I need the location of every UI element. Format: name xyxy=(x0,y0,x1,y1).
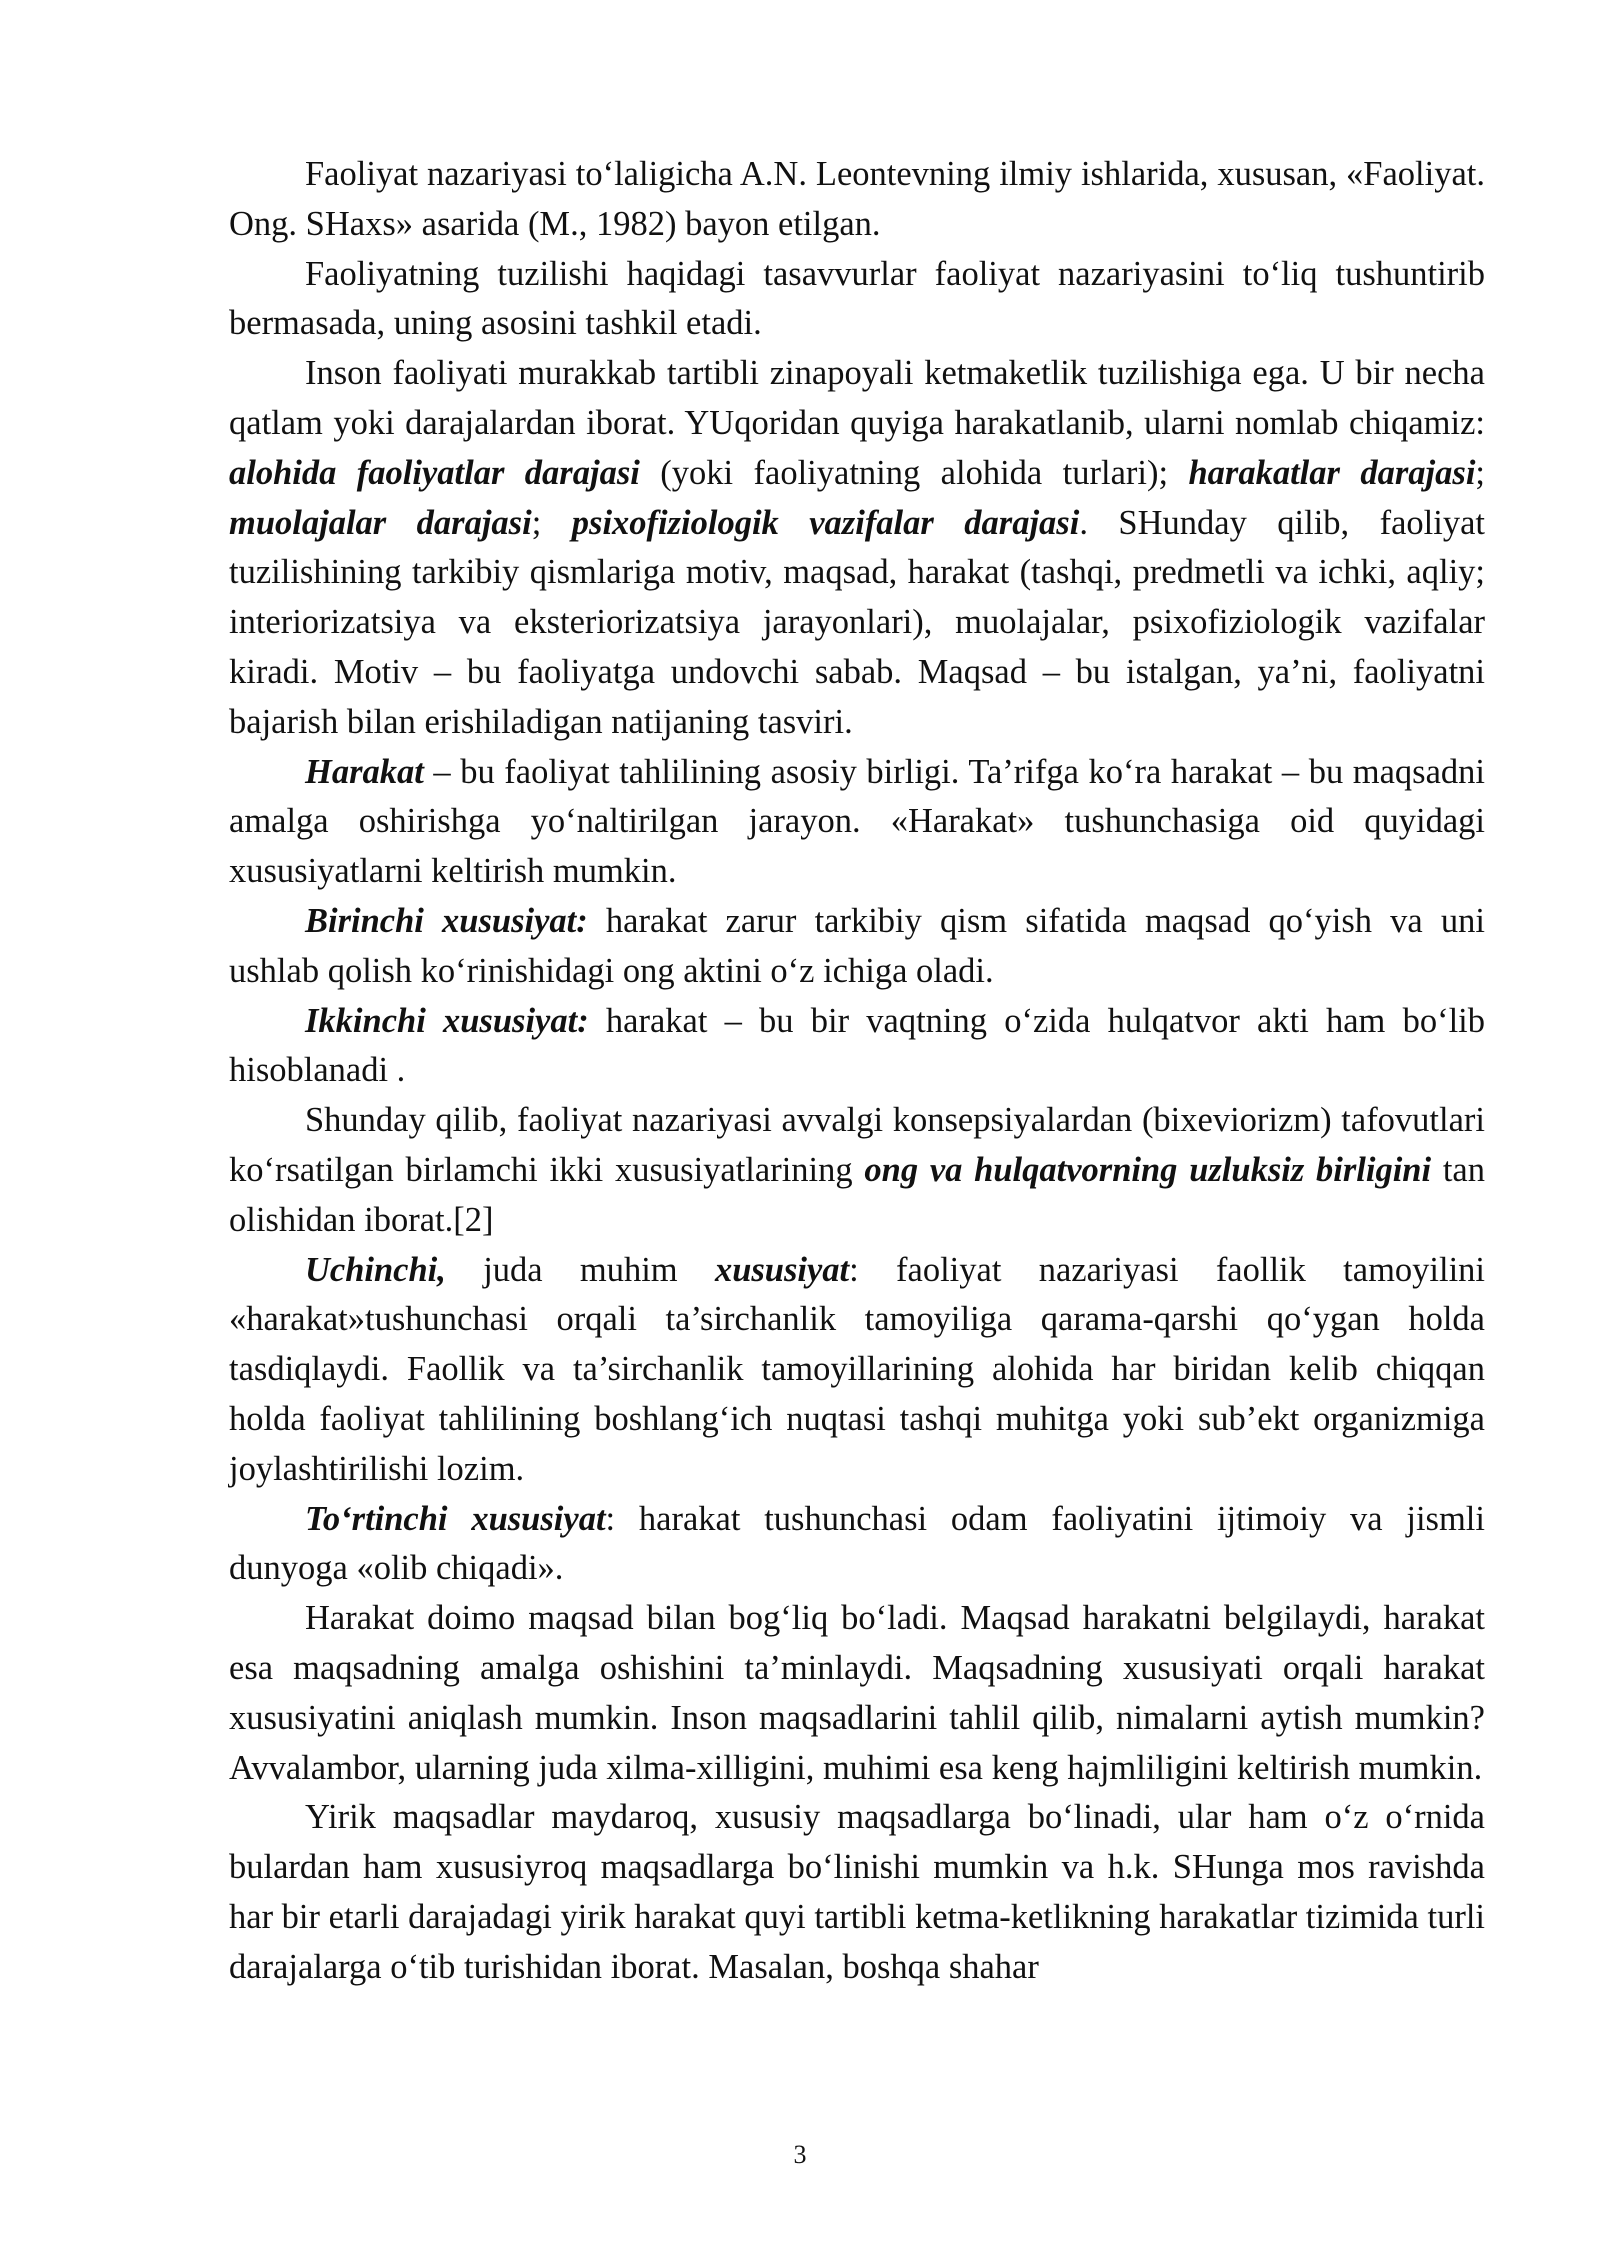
paragraph xyxy=(229,997,1485,1097)
text-run: Harakat doimo maqsad bilan bog‘liq bo‘ladi. Maqsad harakatni belgilaydi, harakat esa maqsadning amalga oshishini ta’minlaydi. Maqsadning xususiyati orqali harakat xususiyatini aniqlash mumkin. Inson maqsadlarini tahlil qilib, nimalarni aytish mumkin? Avvalambor, ularning juda xilma-xilligini, muhimi esa keng hajmliligini keltirish mumkin. xyxy=(229,1599,1485,1787)
text-run: Inson faoliyati murakkab tartibli zinapoyali ketmaketlik tuzilishiga ega. U bir necha qatlam yoki darajalardan iborat. YUqoridan quyiga harakatlanib, ularni nomlab chiqamiz: xyxy=(229,354,1485,442)
text-run: ; xyxy=(1475,453,1485,492)
text-run: harakat – bu bir vaqtning o‘zida hulqatvor akti ham bo‘lib hisoblanadi . xyxy=(229,1001,1485,1090)
text-run: juda muhim xyxy=(445,1250,715,1289)
text-run: (yoki faoliyatning alohida turlari); xyxy=(639,453,1189,492)
text-run: : faoliyat nazariyasi faollik tamoyilini «harakat»tushunchasi orqali ta’sirchanlik tamoyiliga qarama-qarshi qo‘ygan holda tasdiqlaydi. Faollik va ta’sirchanlik tamoyillarining alohida har biridan kelib chiqqan holda faoliyat tahlilining boshlang‘ich nuqtasi tashqi muhitga yoki sub’ekt organizmiga joylashtirilishi lozim. xyxy=(229,1250,1485,1488)
emphasized-term: Uchinchi, xyxy=(305,1250,446,1289)
paragraph xyxy=(229,250,1485,350)
paragraph xyxy=(229,1246,1485,1495)
paragraph xyxy=(229,349,1485,747)
emphasized-term: Harakat xyxy=(305,752,424,791)
text-run: tan olishidan iborat.[2] xyxy=(229,1150,1485,1239)
text-run: Yirik maqsadlar maydaroq, xususiy maqsadlarga bo‘linadi, ular ham o‘z o‘rnida bulardan ham xususiyroq maqsadlarga bo‘linishi mumkin va h.k. SHunga mos ravishda har bir etarli darajadagi yirik harakat quyi tartibli ketma-ketlikning harakatlar tizimida turli darajalarga o‘tib turishidan iborat. Masalan, boshqa shahar xyxy=(229,1798,1485,1986)
emphasized-term: alohida faoliyatlar darajasi xyxy=(229,453,640,492)
paragraph xyxy=(229,150,1485,250)
text-run: – bu faoliyat tahlilining asosiy birligi. Ta’rifga ko‘ra harakat – bu maqsadni amalga oshirishga yo‘naltirilgan jarayon. «Harakat» tushunchasiga oid quyidagi xususiyatlarni keltirish mumkin. xyxy=(229,752,1485,891)
text-run: Faoliyatning tuzilishi haqidagi tasavvurlar faoliyat nazariyasini to‘liq tushuntirib bermasada, uning asosini tashkil etadi. xyxy=(229,254,1485,343)
emphasized-term: xususiyat xyxy=(714,1250,850,1289)
emphasized-term: psixofiziologik vazifalar darajasi xyxy=(571,503,1080,542)
paragraph xyxy=(229,897,1485,997)
emphasized-term: Ikkinchi xususiyat: xyxy=(305,1001,589,1040)
emphasized-term: harakatlar darajasi xyxy=(1188,453,1476,492)
text-run: Shunday qilib, faoliyat nazariyasi avvalgi konsepsiyalardan (bixeviorizm) tafovutlari ko‘rsatilgan birlamchi ikki xususiyatlarining xyxy=(229,1101,1485,1189)
text-run: : harakat tushunchasi odam faoliyatini ijtimoiy va jismli dunyoga «olib chiqadi». xyxy=(229,1499,1485,1588)
text-run: harakat zarur tarkibiy qism sifatida maqsad qo‘yish va uni ushlab qolish ko‘rinishidagi ong aktini o‘z ichiga oladi. xyxy=(229,901,1485,990)
emphasized-term: To‘rtinchi xususiyat xyxy=(305,1499,606,1538)
page-number: 3 xyxy=(793,2140,807,2169)
paragraph xyxy=(229,748,1485,897)
paragraph xyxy=(229,1594,1485,1793)
document-body xyxy=(229,150,1485,1992)
text-run: . SHunday qilib, faoliyat tuzilishining tarkibiy qismlariga motiv, maqsad, harakat (tashqi, predmetli va ichki, aqliy; interiorizatsiya va eksteriorizatsiya jarayonlari), muolajalar, psixofiziologik vazifalar kiradi. Motiv – bu faoliyatga undovchi sabab. Maqsad – bu istalgan, ya’ni, faoliyatni bajarish bilan erishiladigan natijaning tasviri. xyxy=(229,503,1485,741)
paragraph xyxy=(229,1495,1485,1595)
emphasized-term: Birinchi xususiyat: xyxy=(305,901,588,940)
emphasized-term: ong va hulqatvorning uzluksiz birligini xyxy=(864,1150,1432,1189)
text-run: Faoliyat nazariyasi to‘laligicha A.N. Leontevning ilmiy ishlarida, xususan, «Faoliyat. Ong. SHaxs» asarida (M., 1982) bayon etilgan. xyxy=(229,155,1485,243)
paragraph xyxy=(229,1793,1485,1992)
paragraph xyxy=(229,1096,1485,1245)
emphasized-term: muolajalar darajasi xyxy=(229,503,532,542)
text-run: ; xyxy=(531,503,572,542)
